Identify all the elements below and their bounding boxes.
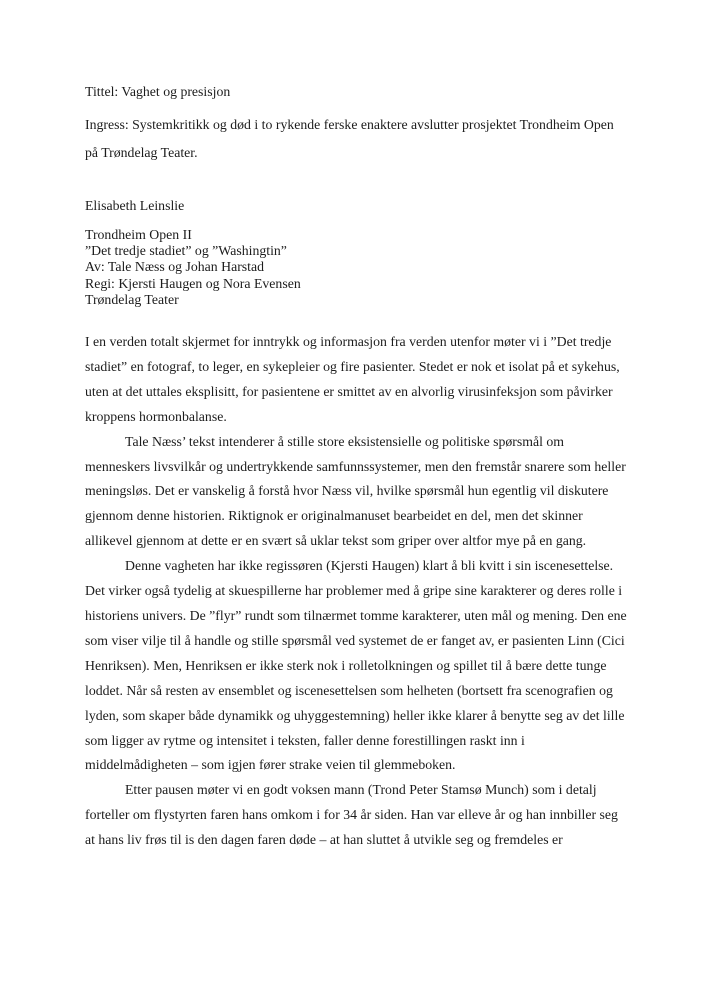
- credit-line-directors: Regi: Kjersti Haugen og Nora Evensen: [85, 275, 301, 291]
- ingress-text: Ingress: Systemkritikk og død i to rykende ferske enaktere avslutter prosjektet Trondheim Open på Trøndelag Teater.: [85, 117, 614, 160]
- body-paragraph: Etter pausen møter vi en godt voksen mann (Trond Peter Stamsø Munch) som i detalj forteller om flystyrten faren hans omkom i for 34 år siden. Han var elleve år og han innbiller seg at hans liv frøs til is den dagen faren døde – at han sluttet å utvikle seg og fremdeles er: [85, 782, 618, 848]
- review-body: [85, 330, 628, 853]
- body-paragraph: Denne vagheten har ikke regissøren (Kjersti Haugen) klart å bli kvitt i sin iscenesettelse. Det virker også tydelig at skuespillerne har problemer med å gripe sine karakterer og deres rolle i historiens univers. De ”flyr” rundt som tilnærmet tomme karakterer, uten mål og mening. Den ene som viser vilje til å handle og stille spørsmål ved systemet de er fanget av, er pasienten Linn (Cici Henriksen). Men, Henriksen er ikke sterk nok i rolletolkningen og spillet til å bære dette tunge loddet. Når så resten av ensemblet og iscenesettelsen som helheten (bortsett fra scenografien og lyden, som skaper både dynamikk og uhyggestemning) heller ikke klarer å benytte seg av det lille som ligger av rytme og intensitet i teksten, faller denne forestillingen raskt inn i middelmådigheten – som igjen fører strake veien til glemmeboken.: [85, 558, 627, 773]
- body-paragraph: I en verden totalt skjermet for inntrykk og informasjon fra verden utenfor møter vi i ”Det tredje stadiet” en fotograf, to leger, en sykepleier og fire pasienter. Stedet er nok et isolat på et sykehus, uten at det uttales eksplisitt, for pasientene er smittet av en alvorlig virusinfeksjon som påvirker kroppens hormonbalanse.: [85, 334, 620, 424]
- body-paragraph: Tale Næss’ tekst intenderer å stille store eksistensielle og politiske spørsmål om menneskers livsvilkår og undertrykkende samfunnssystemer, men den fremstår snarere som heller meningsløs. Det er vanskelig å forstå hvor Næss vil, hvilke spørsmål hun egentlig vil diskutere gjennom denne historien. Riktignok er originalmanuset bearbeidet en del, men det skinner allikevel gjennom at dette er en svært så uklar tekst som griper over altfor mye på en gang.: [85, 433, 626, 549]
- document-title-line: Tittel: Vaghet og presisjon: [85, 84, 231, 99]
- author-byline: Elisabeth Leinslie: [85, 198, 185, 213]
- credit-line-playwrights: Av: Tale Næss og Johan Harstad: [85, 259, 265, 275]
- production-credits-block: [85, 227, 628, 308]
- credit-line-production-title: Trondheim Open II: [85, 227, 192, 242]
- credit-line-play-titles: ”Det tredje stadiet” og ”Washingtin”: [85, 243, 287, 259]
- credit-line-theater: Trøndelag Teater: [85, 291, 179, 307]
